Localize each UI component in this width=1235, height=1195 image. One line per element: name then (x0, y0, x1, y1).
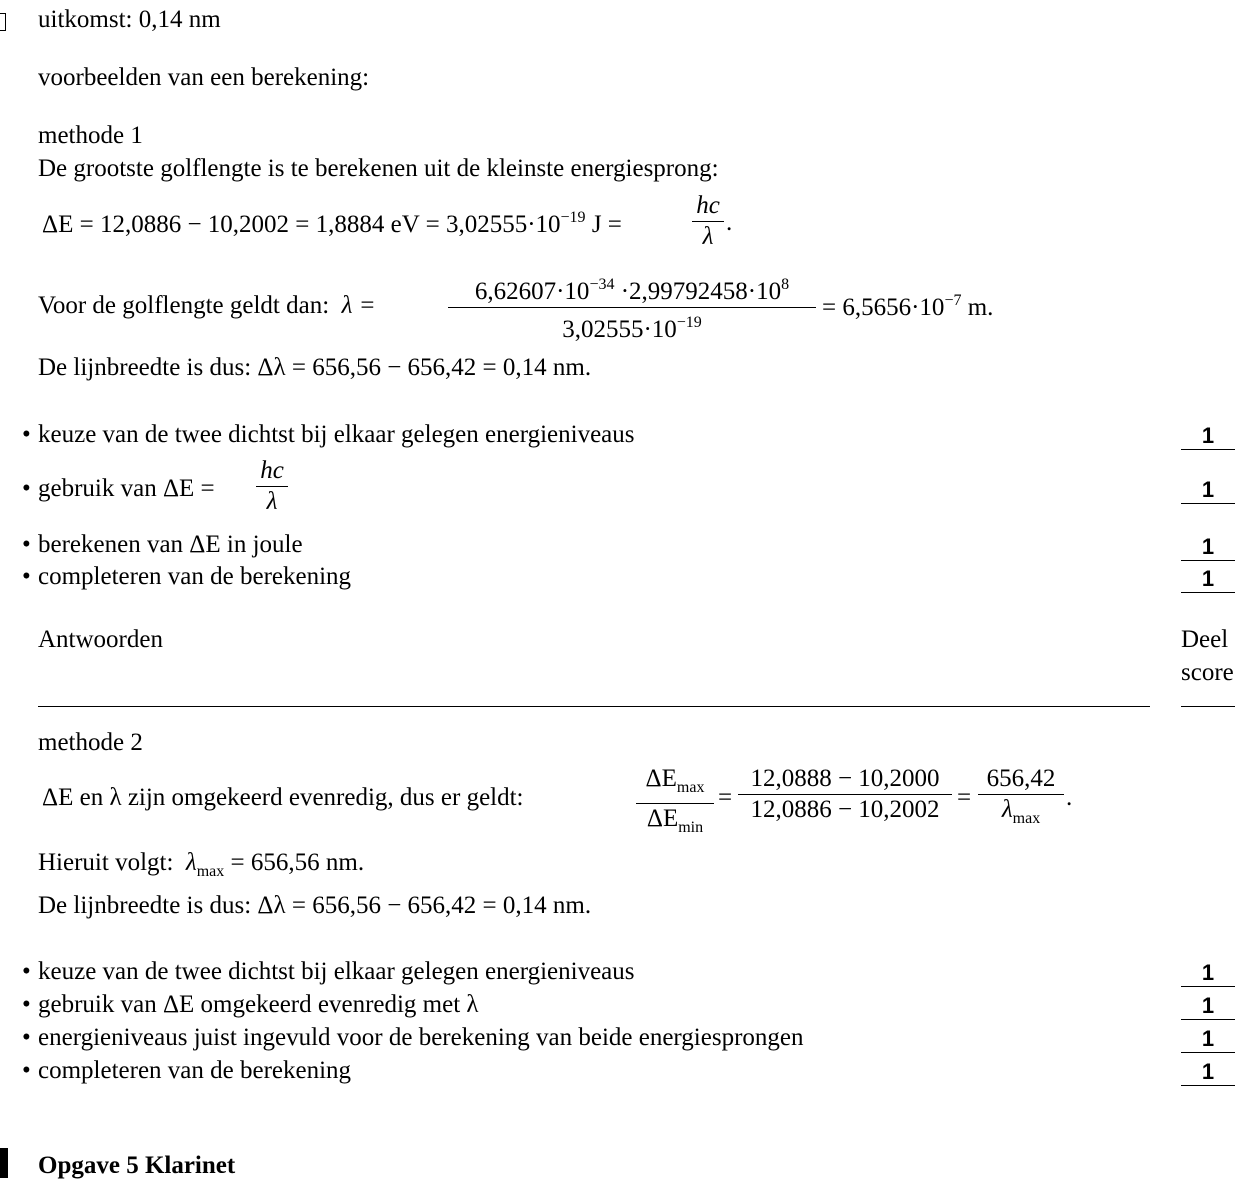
method2-fraction-lambda: 656,42 $\lambda_{max}$ (978, 764, 1064, 834)
method1-eq3: De lijnbreedte is dus: Δλ = 656,56 − 656,42 = 0,14 nm. (38, 354, 592, 381)
uitkomst-line: uitkomst: 0,14 nm (38, 6, 221, 33)
criterion-bullet: • (22, 991, 31, 1018)
criterion-text: gebruik van ΔE = (38, 475, 215, 502)
voorbeelden-line: voorbeelden van een berekening: (38, 64, 370, 91)
criterion-bullet: • (22, 958, 31, 985)
criterion-text: energieniveaus juist ingevuld voor de berekening van beide energiesprongen (38, 1024, 804, 1051)
criterion-text: completeren van de berekening (38, 1057, 352, 1084)
method1-eq1-fraction: hc λ (692, 191, 724, 252)
score-value: 1 (1181, 960, 1235, 987)
score-rule (1181, 706, 1235, 707)
method2-eq1-end: . (1066, 784, 1073, 811)
criterion-text: berekenen van ΔE in joule (38, 531, 303, 558)
criterion-bullet: • (22, 563, 31, 590)
section-marker (0, 1148, 8, 1178)
method2-eq2: Hieruit volgt: $\lambda_{max} = 656,56$ nm. (38, 849, 365, 880)
score-value: 1 (1181, 993, 1235, 1020)
equals-sign: = (718, 784, 733, 811)
score-value: 1 (1181, 1026, 1235, 1053)
criterion-bullet: • (22, 1024, 31, 1051)
score-heading-line2: score (1181, 659, 1234, 686)
answers-rule (38, 706, 1150, 707)
criterion-text: keuze van de twee dichtst bij elkaar gelegen energieniveaus (38, 958, 635, 985)
method1-intro: De grootste golflengte is te berekenen uit de kleinste energiesprong: (38, 155, 719, 182)
method2-fraction-values: 12,0888 − 10,2000 12,0886 − 10,2002 (738, 764, 952, 825)
method2-eq1-lead: ΔE en λ zijn omgekeerd evenredig, dus er geldt: (42, 784, 524, 811)
method1-title: methode 1 (38, 122, 143, 149)
method1-eq1: ΔE = 12,0886 − 10,2002 = 1,8884 eV = $3,02555\cdot 10^{-19}$ J = (42, 209, 622, 238)
section-heading: Opgave 5 Klarinet (38, 1152, 236, 1179)
score-value: 1 (1181, 566, 1235, 593)
method1-eq2-result: = $6,5656\cdot 10^{-7}$ m. (822, 292, 994, 321)
score-heading-line1: Deel (1181, 626, 1229, 653)
criterion-fraction: hc λ (256, 456, 288, 517)
criterion-text: keuze van de twee dichtst bij elkaar gelegen energieniveaus (38, 421, 635, 448)
equals-sign: = (957, 784, 972, 811)
criterion-bullet: • (22, 421, 31, 448)
criterion-text: gebruik van ΔE omgekeerd evenredig met λ (38, 991, 479, 1018)
criterion-text: completeren van de berekening (38, 563, 352, 590)
score-value: 1 (1181, 1059, 1235, 1086)
criterion-bullet: • (22, 1057, 31, 1084)
method1-eq1-end: . (726, 209, 733, 236)
method2-fraction-energy: $\Delta E_{max}$ $\Delta E_{min}$ (636, 764, 714, 843)
criterion-bullet: • (22, 475, 31, 502)
score-value: 1 (1181, 534, 1235, 561)
question-marker (0, 13, 6, 31)
score-value: 1 (1181, 423, 1235, 450)
score-value: 1 (1181, 477, 1235, 504)
method2-title: methode 2 (38, 729, 143, 756)
criterion-bullet: • (22, 531, 31, 558)
method1-eq2-lead: Voor de golflengte geldt dan: λ = (38, 292, 376, 319)
method2-eq3: De lijnbreedte is dus: Δλ = 656,56 − 656,42 = 0,14 nm. (38, 892, 592, 919)
answers-heading: Antwoorden (38, 626, 163, 653)
method1-eq2-fraction: $6,62607\cdot 10^{-34} \cdot 2,99792458\cdot 10^8$ $3,02555\cdot 10^{-19}$ (448, 270, 816, 345)
